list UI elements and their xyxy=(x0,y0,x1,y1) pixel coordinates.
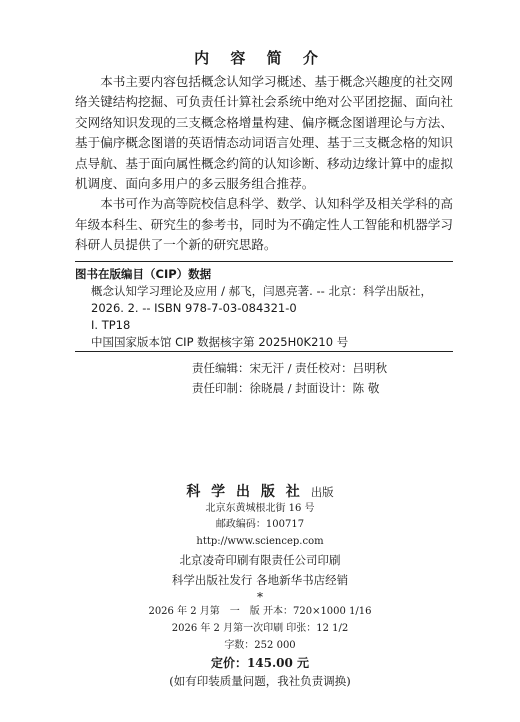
summary-title: 内 容 简 介 xyxy=(194,49,326,67)
cip-heading: 图书在版编目（CIP）数据 xyxy=(75,267,212,281)
price-line: 定价：145.00 元 xyxy=(210,656,310,671)
summary-paragraph-2: 本书可作为高等院校信息科学、数学、认知科学及相关学科的高年级本科生、研究生的参考书，同时为不确定性人工智能和机器学习科研人员提供了一个新的研究思路。 xyxy=(75,196,453,253)
publisher-postcode: 邮政编码：100717 xyxy=(215,519,305,531)
quality-notice: (如有印装质量问题，我社负责调换) xyxy=(169,674,351,689)
publisher-logo-text: 科 学 出 版 社 xyxy=(186,484,303,500)
publisher-name xyxy=(0,484,520,501)
summary-body xyxy=(75,72,453,256)
cip-line-3: Ⅰ. TP18 xyxy=(91,318,131,332)
edition-line: 2026 年 2 月第 一 版 开本：720×1000 1/16 xyxy=(148,606,372,618)
publisher-suffix: 出版 xyxy=(310,485,334,499)
separator-star: * xyxy=(257,590,263,605)
cip-line-1: 概念认知学习理论及应用 / 郝飞，闫恩亮著. -- 北京：科学出版社， xyxy=(91,284,432,298)
credits-line-1: 责任编辑：宋无汗 / 责任校对：吕明秋 xyxy=(192,361,388,375)
cip-top-rule xyxy=(75,261,453,262)
credits-block xyxy=(192,358,387,398)
printer-line: 北京凌奇印刷有限责任公司印刷 xyxy=(179,553,341,568)
distribution-line: 科学出版社发行 各地新华书店经销 xyxy=(171,573,349,588)
cip-line-4: 中国国家版本馆 CIP 数据核字第 2025H0K210 号 xyxy=(91,335,349,349)
wordcount-line: 字数：252 000 xyxy=(224,639,296,651)
cip-block xyxy=(75,266,453,351)
printing-line: 2026 年 2 月第一次印刷 印张：12 1/2 xyxy=(171,622,349,634)
publisher-website: http://www.sciencep.com xyxy=(196,535,324,547)
publisher-address: 北京东黄城根北街 16 号 xyxy=(205,502,315,514)
cip-line-2: 2026. 2. -- ISBN 978-7-03-084321-0 xyxy=(91,301,297,315)
imprint-block xyxy=(0,484,520,690)
credits-line-2: 责任印制：徐晓晨 / 封面设计：陈 敬 xyxy=(192,381,380,395)
summary-paragraph-1: 本书主要内容包括概念认知学习概述、基于概念兴趣度的社交网络关键结构挖掘、可负责任计算社会系统中绝对公平团挖掘、面向社交网络知识发现的三支概念格增量构建、偏序概念图谱理论与方法、基于偏序概念图谱的英语情态动词语言处理、基于三支概念格的知识点导航、基于面向属性概念约简的认知诊断、移动边缘计算中的虚拟机调度、面向多用户的多云服务组合推荐。 xyxy=(75,74,453,192)
cip-bottom-rule xyxy=(75,351,453,352)
